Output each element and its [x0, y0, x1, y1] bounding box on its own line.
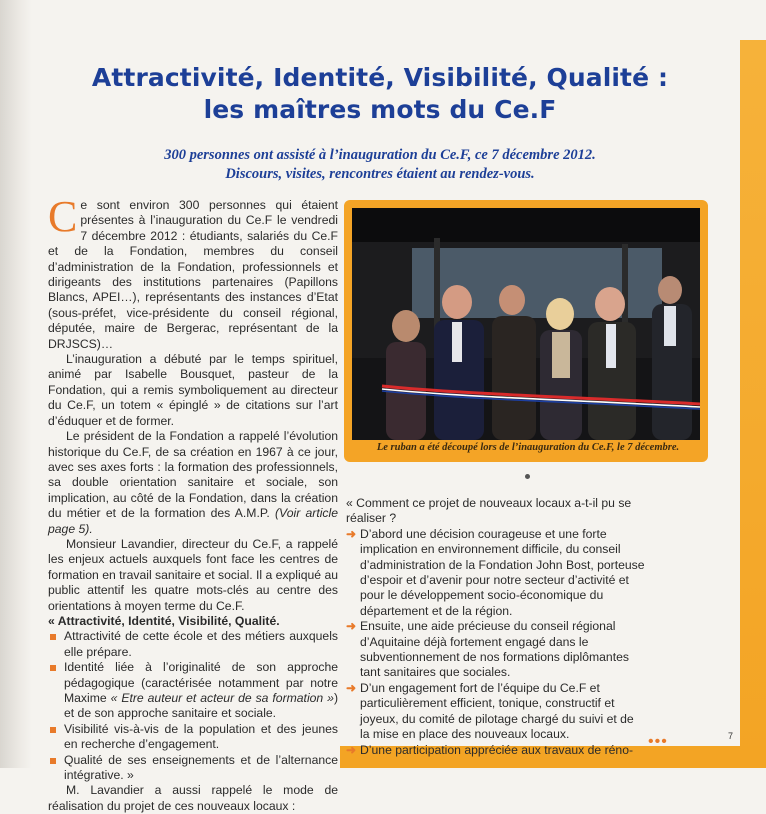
ellipsis-dots: ••• [648, 733, 668, 750]
drop-cap: C [48, 192, 78, 241]
article-reference: (Voir article page 5). [48, 506, 338, 536]
maxime-quote: « Etre auteur et acteur de sa formation » [110, 691, 334, 705]
orange-square-icon [50, 665, 56, 671]
separator-dot [525, 474, 530, 479]
orange-square-icon [50, 634, 56, 640]
identity-text-end: ) et de son approche sanitaire et sociale. [64, 691, 338, 721]
list-item: Qualité de ses enseignements et de l’alternance intégrative. » [48, 753, 338, 784]
photo-frame [344, 200, 708, 462]
subtitle-line-1: 300 personnes ont assisté à l’inauguration du Ce.F, ce 7 décembre 2012. [164, 147, 596, 163]
article-title [40, 62, 720, 126]
list-item: ➜ D’abord une décision courageuse et une forte implication en environnement difficile, du conseil d’administration de la Fondation John Bost, porteuse d’espoir et d’avenir pour notre secteur d’activité et pour le développement socio-économique du département et de la région. [346, 526, 645, 618]
keywords-list [48, 629, 338, 783]
orange-arrow-icon: ➜ [346, 742, 357, 757]
subtitle-line-2: Discours, visites, rencontres étaient au rendez-vous. [225, 166, 535, 182]
list-item: ➜ D’un engagement fort de l’équipe du Ce.F et particulièrement efficient, tonique, constructif et joyeux, du comité de pilotage chargé du suivi et de la mise en place des nouveaux locaux. [346, 680, 634, 742]
keywords-line: « Attractivité, Identité, Visibilité, Qualité. [48, 613, 280, 628]
orange-square-icon [50, 758, 56, 764]
orange-square-icon [50, 727, 56, 733]
orange-arrow-icon: ➜ [346, 526, 357, 541]
list-item: Attractivité de cette école et des métiers auxquels elle prépare. [48, 629, 338, 660]
orange-side-strip [740, 40, 766, 768]
project-question: « Comment ce projet de nouveaux locaux a-t-il pu se réaliser ? [346, 496, 632, 526]
paragraph-spiritual: L’inauguration a débuté par le temps spirituel, animé par Isabelle Bousquet, pasteur de la Fondation, qui a remis symboliquement au directeur du Ce.F, un totem « épinglé » de citations sur l’art d’éduquer et de former. [48, 352, 338, 428]
photo-caption: Le ruban a été découpé lors de l’inauguration du Ce.F, le 7 décembre. [376, 442, 680, 453]
list-item: Visibilité vis-à-vis de la population et des jeunes en recherche d’engagement. [48, 722, 338, 753]
orange-arrow-icon: ➜ [346, 680, 357, 695]
list-item: ➜ Ensuite, une aide précieuse du conseil régional d’Aquitaine déjà fortement engagé dans le subventionnement de nos formations diplômantes tant sanitaires que sociales. [346, 619, 629, 680]
identity-text: Identité liée à l’originalité de son approche pédagogique (caractérisée notamment par notre Maxime [64, 660, 338, 705]
paragraph-president [48, 429, 338, 537]
list-item: ➜ D’une participation appréciée aux travaux de réno- [346, 742, 634, 757]
title-line-2: les maîtres mots du Ce.F [203, 95, 557, 124]
orange-arrow-icon: ➜ [346, 619, 357, 634]
left-column [48, 192, 338, 814]
list-item [48, 660, 338, 722]
paragraph-project: M. Lavandier a aussi rappelé le mode de réalisation du projet de ces nouveaux locaux : [48, 783, 338, 813]
paragraph-intro [48, 192, 338, 352]
page-gutter [0, 0, 32, 768]
ribbon-cutting-photo [352, 208, 700, 440]
paragraph-director: Monsieur Lavandier, directeur du Ce.F, a rappelé les enjeux actuels auxquels font face les centres de formation en travail sanitaire et social. Il a expliqué au public attentif les quatre mots-clés au centre des orientations à moyen terme du Ce.F. [48, 536, 338, 613]
page-number: 7 [728, 731, 734, 741]
article-subtitle [60, 146, 700, 184]
paragraph-president-text: Le président de la Fondation a rappelé l’évolution historique du Ce.F, de sa création en 1967 à ce jour, avec ses axes forts : la formation des professionnels, sa double orientation sanitaire et sociale, son implication, au côté de la Fondation, dans la création du métier et de la formation des A.M.P. [48, 429, 338, 521]
title-line-1: Attractivité, Identité, Visibilité, Qualité : [91, 63, 669, 92]
right-column [346, 496, 646, 758]
paragraph-intro-text: e sont environ 300 personnes qui étaient présentes à l’inauguration du Ce.F le vendredi 7 décembre 2012 : étudiants, salariés du Ce.F et de la Fondation, membres du conseil d’administration de la Fondation, professionnels et dirigeants des institutions partenaires (Papillons Blancs, APEI…), représentants des instances d’Etat (sous-préfet, vice-présidente du conseil régional, députée, maire de Bergerac, représentant de la DRJSCS)… [48, 198, 338, 351]
